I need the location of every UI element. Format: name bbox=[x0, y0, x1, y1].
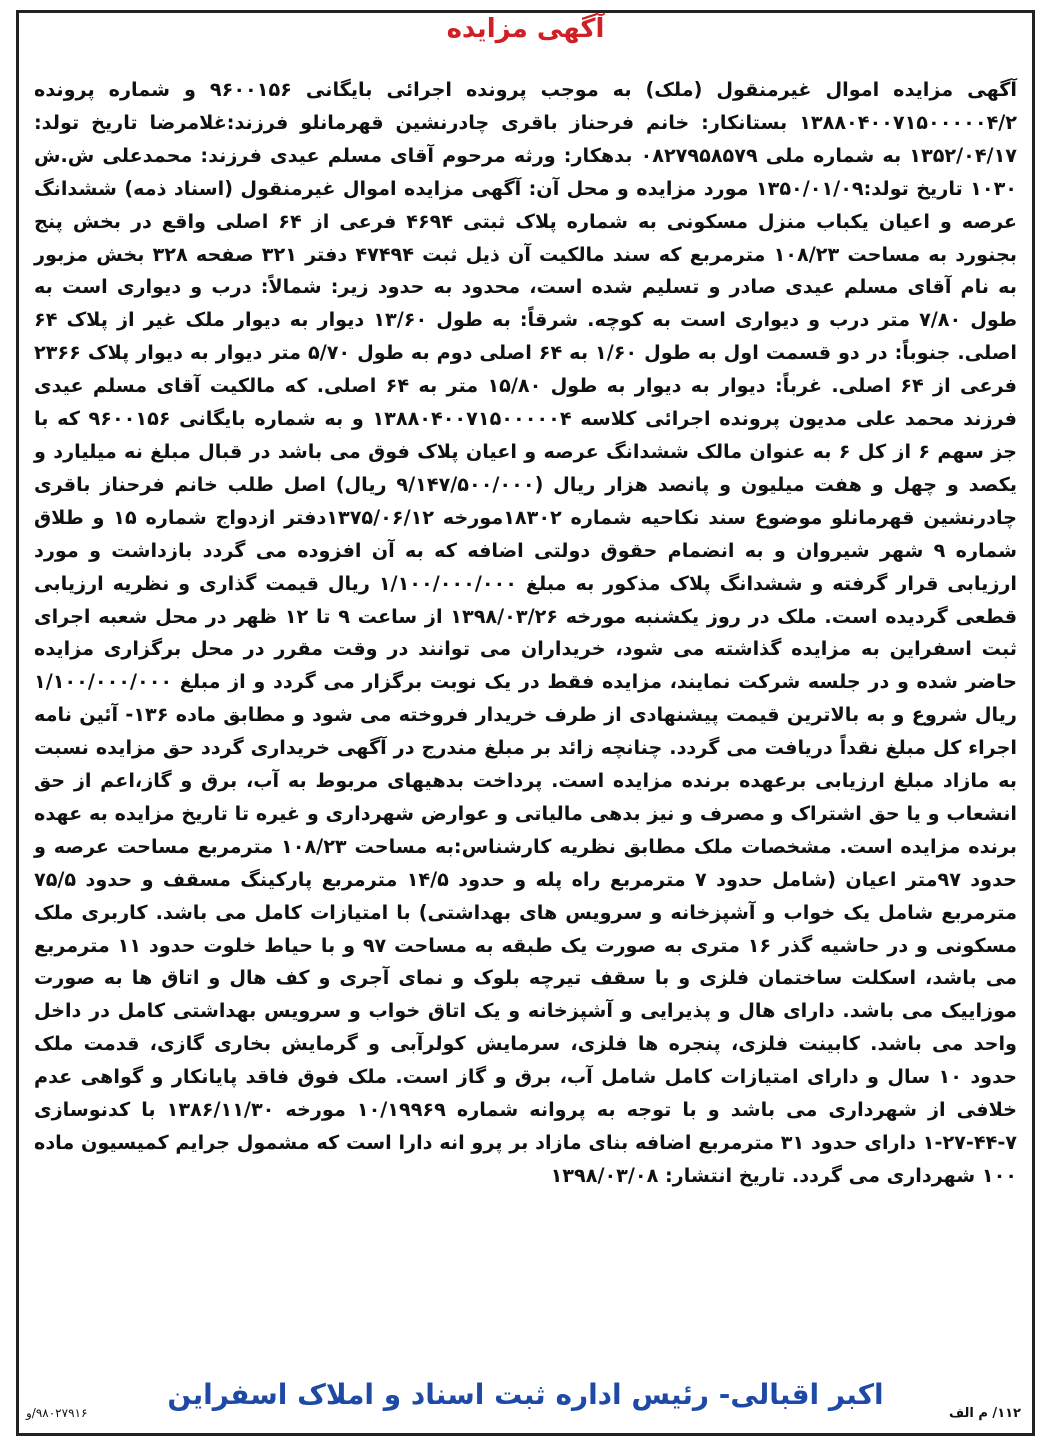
tracking-code: ۹۸۰۲۷۹۱۶/و bbox=[26, 1406, 88, 1420]
reference-code: ۱۱۲/ م الف bbox=[949, 1406, 1021, 1421]
notice-title: آگهی مزایده bbox=[446, 14, 605, 44]
publication-label: تاریخ انتشار: bbox=[665, 1163, 786, 1187]
notice-main-text: آگهی مزایده اموال غیرمنقول (ملک) به موجب پرونده اجرائی بایگانی ۹۶۰۰۱۵۶ و شماره پرونده ۱۳۸۸۰۴۰۰۷۱۵۰۰۰۰۰۴/۲ بستانکار: خانم فرحناز باقری چادرنشین قهرمانلو فرزند:غلامرضا تاریخ تولد: ۱۳۵۲/۰۴/۱۷ به شماره ملی ۰۸۲۷۹۵۸۵۷۹ بدهکار: ورثه مرحوم آقای مسلم عیدی فرزند: محمدعلی ش.ش ۱۰۳۰ تاریخ تولد:۱۳۵۰/۰۱/۰۹ مورد مزایده و محل آن: آگهی مزایده اموال غیرمنقول (اسناد ذمه) ششدانگ عرصه و اعیان یکباب منزل مسکونی به شماره پلاک ثبتی ۴۶۹۴ فرعی از ۶۴ اصلی واقع در بخش پنج بجنورد به مساحت ۱۰۸/۲۳ مترمربع که سند مالکیت آن ذیل ثبت ۴۷۴۹۴ دفتر ۳۲۱ صفحه ۳۲۸ بخش مزبور به نام آقای مسلم عیدی صادر و تسلیم شده است، محدود به حدود زیر: شمالاً: درب و دیواری است به طول ۷/۸۰ متر درب و دیواری است به کوچه. شرقاً: به طول ۱۳/۶۰ دیوار به دیوار ملک غیر از پلاک ۶۴ اصلی. جنوباً: در دو قسمت اول به طول ۱/۶۰ به ۶۴ اصلی دوم به طول ۵/۷۰ متر دیوار به دیوار پلاک ۲۳۶۶ فرعی از ۶۴ اصلی. غرباً: دیوار به دیوار به طول ۱۵/۸۰ متر به ۶۴ اصلی. که مالکیت آقای مسلم عیدی فرزند محمد علی مدیون پرونده اجرائی کلاسه ۱۳۸۸۰۴۰۰۷۱۵۰۰۰۰۰۴ و به شماره بایگانی ۹۶۰۰۱۵۶ که با جز سهم ۶ از کل ۶ به عنوان مالک ششدانگ عرصه و اعیان پلاک فوق می باشد در قبال مبلغ نه میلیارد و یکصد و چهل و هفت میلیون و پانصد هزار ریال (۹/۱۴۷/۵۰۰/۰۰۰ ریال) اصل طلب خانم فرحناز باقری چادرنشین قهرمانلو موضوع سند نکاحیه شماره ۱۸۳۰۲مورخه ۱۳۷۵/۰۶/۱۲دفتر ازدواج شماره ۱۵ و طلاق شماره ۹ شهر شیروان و به انضمام حقوق دولتی اضافه که به آن افزوده می گردد بازداشت و مورد ارزیابی قرار گرفته و ششدانگ پلاک مذکور به مبلغ ۱/۱۰۰/۰۰۰/۰۰۰ ریال قیمت گذاری و نظریه ارزیابی قطعی گردیده است. ملک در روز یکشنبه مورخه ۱۳۹۸/۰۳/۲۶ از ساعت ۹ تا ۱۲ ظهر در محل شعبه اجرای ثبت اسفراین به مزایده گذاشته می شود، خریداران می توانند در وقت مقرر در محل برگزاری مزایده حاضر شده و در جلسه شرکت نمایند، مزایده فقط در یک نوبت برگزار می گردد و از مبلغ ۱/۱۰۰/۰۰۰/۰۰۰ ریال شروع و به بالاترین قیمت پیشنهادی از طرف خریدار فروخته می شود و مطابق ماده ۱۳۶- آئین نامه اجراء کل مبلغ نقداً دریافت می گردد. چنانچه زائد بر مبلغ مندرج در آگهی خریداری گردد حق مزایده نسبت به مازاد مبلغ ارزیابی برعهده برنده مزایده است. پرداخت بدهیهای مربوط به آب، برق و گاز،اعم از حق انشعاب و یا حق اشتراک و مصرف و نیز بدهی مالیاتی و عوارض شهرداری و غیره تا تاریخ مزایده به عهده برنده مزایده است. مشخصات ملک مطابق نظریه کارشناس:به مساحت ۱۰۸/۲۳ مترمربع مساحت عرصه و حدود ۹۷متر اعیان (شامل حدود ۷ مترمربع راه پله و حدود ۱۴/۵ مترمربع پارکینگ مسقف و حدود ۷۵/۵ مترمربع شامل یک خواب و آشپزخانه و سرویس های بهداشتی) با امتیازات کامل می باشد. کاربری ملک مسکونی و در حاشیه گذر ۱۶ متری به صورت یک طبقه به مساحت ۹۷ و با حیاط خلوت حدود ۱۱ مترمربع می باشد، اسکلت ساختمان فلزی و با سقف تیرچه بلوک و نمای آجری و کف هال و اتاق ها به صورت موزاییک می باشد. دارای هال و پذیرایی و آشپزخانه و یک اتاق خواب و سرویس بهداشتی کامل در داخل واحد می باشد. کابینت فلزی، پنجره ها فلزی، سرمایش کولرآبی و گرمایش بخاری گازی، قدمت ملک حدود ۱۰ سال و دارای امتیازات کامل شامل آب، برق و گاز است. ملک فوق فاقد پایانکار و گواهی عدم خلافی از شهرداری می باشد و با توجه به پروانه شماره ۱۰/۱۹۹۶۹ مورخه ۱۳۸۶/۱۱/۳۰ با کدنوسازی ۷-۴۴-۲۷-۱ دارای حدود ۳۱ مترمربع اضافه بنای مازاد بر پرو انه دارا است که مشمول جرایم کمیسیون ماده ۱۰۰ شهرداری می گردد. bbox=[34, 78, 1018, 1187]
signature-line: اکبر اقبالی- رئیس اداره ثبت اسناد و املاک اسفراین bbox=[167, 1378, 884, 1411]
publication-date: ۱۳۹۸/۰۳/۰۸ bbox=[550, 1163, 659, 1187]
notice-body bbox=[34, 74, 1017, 1193]
